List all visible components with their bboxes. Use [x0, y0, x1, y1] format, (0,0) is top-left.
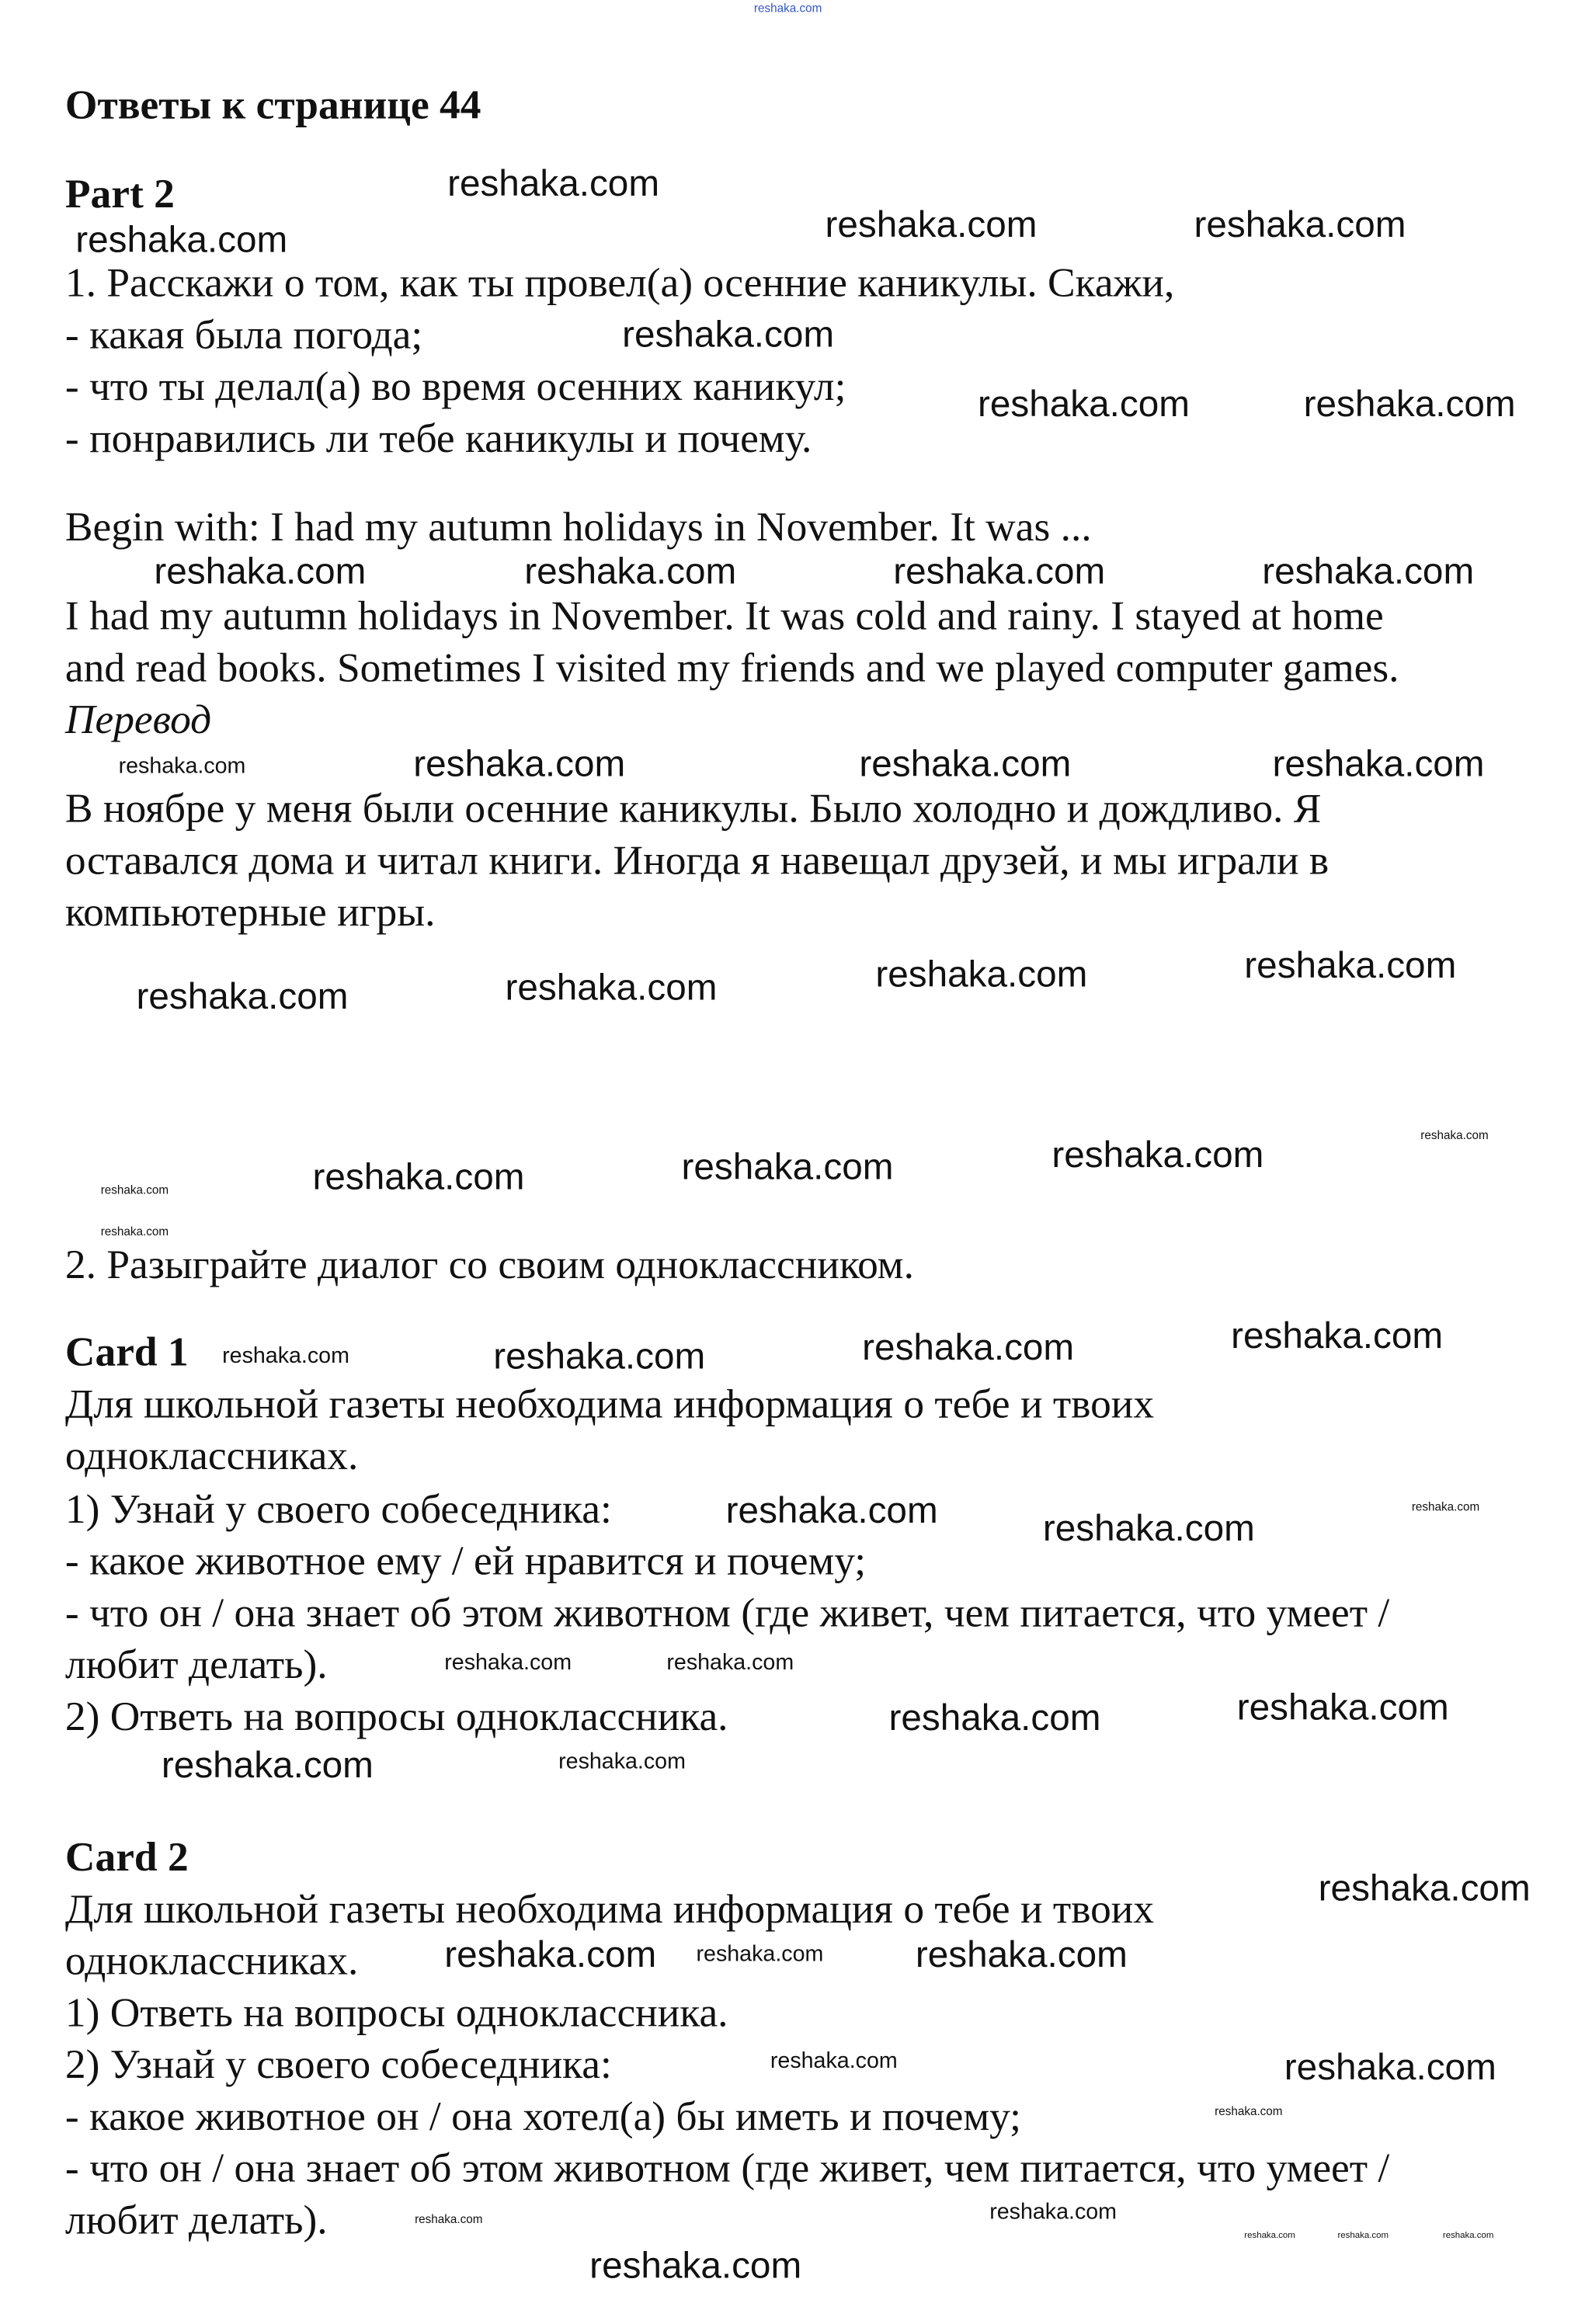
watermark: reshaka.com — [770, 2048, 898, 2074]
task2-prompt: 2. Разыграйте диалог со своим одноклассником. — [64, 1242, 914, 1289]
watermark: reshaka.com — [1231, 1315, 1444, 1357]
card2-line: одноклассниках. — [64, 1938, 359, 1985]
card2-line: 1) Ответь на вопросы одноклассника. — [64, 1990, 728, 2037]
watermark: reshaka.com — [118, 753, 246, 780]
card1-title: Card 1 — [64, 1329, 189, 1377]
watermark: reshaka.com — [1420, 1128, 1489, 1142]
watermark: reshaka.com — [1284, 2047, 1496, 2089]
watermark: reshaka.com — [1194, 204, 1406, 246]
watermark: reshaka.com — [413, 743, 626, 785]
card2-line: любит делать). — [64, 2197, 328, 2244]
watermark: reshaka.com — [825, 204, 1038, 246]
translation-label: Перевод — [64, 697, 212, 744]
card1-line: 2) Ответь на вопросы одноклассника. — [64, 1694, 728, 1741]
watermark: reshaka.com — [154, 551, 367, 592]
watermark: reshaka.com — [1442, 2232, 1494, 2242]
watermark: reshaka.com — [312, 1156, 525, 1199]
watermark: reshaka.com — [505, 967, 718, 1009]
card1-line: - что он / она знает об этом животном (где живет, чем питается, что умеет / — [64, 1590, 1390, 1637]
answer-line: I had my autumn holidays in November. It was cold and rainy. I stayed at home — [64, 593, 1384, 641]
watermark: reshaka.com — [100, 1183, 169, 1197]
card2-line: Для школьной газеты необходима информация о тебе и твоих — [64, 1887, 1155, 1933]
part-heading: Part 2 — [64, 172, 175, 218]
watermark: reshaka.com — [1244, 2232, 1295, 2242]
watermark: reshaka.com — [859, 743, 1072, 785]
watermark: reshaka.com — [75, 219, 288, 261]
card2-line: - какое животное он / она хотел(а) бы иметь и почему; — [64, 2094, 1022, 2141]
watermark: reshaka.com — [447, 162, 660, 205]
watermark: reshaka.com — [1262, 551, 1475, 592]
watermark: reshaka.com — [888, 1697, 1101, 1739]
task1-bullet: - какая была погода; — [64, 312, 423, 359]
begin-with: Begin with: I had my autumn holidays in November. It was ... — [64, 505, 1092, 551]
watermark: reshaka.com — [753, 1, 822, 16]
watermark: reshaka.com — [1215, 2104, 1283, 2118]
watermark: reshaka.com — [1337, 2232, 1389, 2242]
watermark: reshaka.com — [862, 1327, 1075, 1369]
watermark: reshaka.com — [1244, 944, 1457, 987]
page-title: Ответы к странице 44 — [64, 82, 481, 129]
watermark: reshaka.com — [444, 1934, 657, 1976]
card1-line: - какое животное ему / ей нравится и почему; — [64, 1538, 867, 1586]
watermark: reshaka.com — [1318, 1867, 1531, 1909]
watermark: reshaka.com — [696, 1941, 824, 1968]
card1-line: одноклассниках. — [64, 1433, 359, 1480]
watermark: reshaka.com — [977, 384, 1190, 426]
watermark: reshaka.com — [681, 1146, 894, 1188]
card1-line: любит делать). — [64, 1642, 328, 1689]
watermark: reshaka.com — [222, 1343, 349, 1369]
watermark: reshaka.com — [415, 2212, 483, 2226]
card1-line: 1) Узнай у своего собеседника: — [64, 1487, 612, 1534]
watermark: reshaka.com — [136, 976, 349, 1018]
watermark: reshaka.com — [1042, 1507, 1255, 1550]
watermark: reshaka.com — [524, 551, 737, 592]
watermark: reshaka.com — [622, 314, 835, 356]
watermark: reshaka.com — [558, 1749, 686, 1775]
task1-bullet: - что ты делал(а) во время осенних каникул; — [64, 364, 846, 411]
watermark: reshaka.com — [1051, 1134, 1264, 1176]
watermark: reshaka.com — [875, 954, 1088, 995]
watermark: reshaka.com — [1236, 1687, 1449, 1729]
translation-line: оставался дома и читал книги. Иногда я навещал друзей, и мы играли в — [64, 838, 1330, 884]
watermark: reshaka.com — [1303, 384, 1516, 426]
translation-line: В ноябре у меня были осенние каникулы. Было холодно и дождливо. Я — [64, 786, 1322, 833]
watermark: reshaka.com — [589, 2245, 802, 2288]
task1-bullet: - понравились ли тебе каникулы и почему. — [64, 416, 812, 463]
card2-line: - что он / она знает об этом животном (где живет, чем питается, что умеет / — [64, 2145, 1390, 2193]
card2-title: Card 2 — [64, 1835, 189, 1881]
answer-line: and read books. Sometimes I visited my friends and we played computer games. — [64, 645, 1399, 692]
watermark: reshaka.com — [444, 1649, 572, 1676]
watermark: reshaka.com — [989, 2199, 1117, 2225]
watermark: reshaka.com — [893, 551, 1106, 592]
task1-prompt: 1. Расскажи о том, как ты провел(а) осенние каникулы. Скажи, — [64, 260, 1175, 307]
watermark: reshaka.com — [1411, 1500, 1480, 1514]
watermark: reshaka.com — [725, 1489, 938, 1532]
watermark: reshaka.com — [666, 1649, 794, 1676]
watermark: reshaka.com — [1272, 743, 1485, 785]
card1-line: Для школьной газеты необходима информация о тебе и твоих — [64, 1381, 1155, 1428]
watermark: reshaka.com — [493, 1336, 706, 1377]
translation-line: компьютерные игры. — [64, 890, 436, 936]
watermark: reshaka.com — [915, 1934, 1128, 1976]
watermark: reshaka.com — [100, 1225, 169, 1238]
card2-line: 2) Узнай у своего собеседника: — [64, 2042, 612, 2089]
watermark: reshaka.com — [161, 1745, 374, 1787]
